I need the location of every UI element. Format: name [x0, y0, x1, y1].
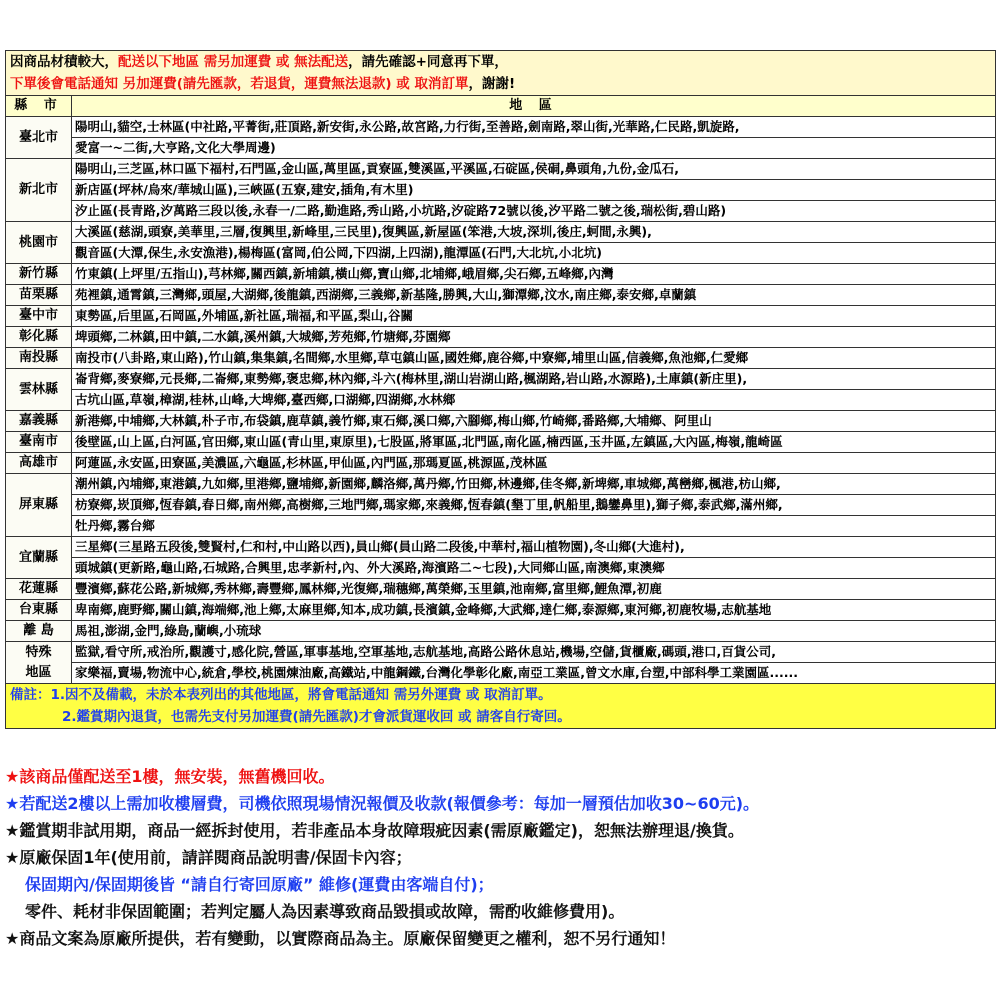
area-cell: 古坑山區,草嶺,樟湖,桂林,山峰,大埤鄉,臺西鄉,口湖鄉,四湖鄉,水林鄉	[72, 390, 996, 411]
table-row	[6, 663, 996, 684]
area-cell: 家樂福,賣場,物流中心,統倉,學校,桃園煉油廠,高鐵站,中龍鋼鐵,台灣化學彰化廠,南亞工業區,曾文水庫,台塑,中部科學工業園區......	[72, 663, 996, 684]
county-cell: 南投縣	[6, 348, 72, 369]
county-column-header: 縣 市	[6, 96, 72, 117]
county-cell: 宜蘭縣	[6, 537, 72, 579]
area-cell: 新店區(坪林/烏來/華城山區),三峽區(五寮,建安,插角,有木里)	[72, 180, 996, 201]
table-row	[6, 579, 996, 600]
shipping-area-table-wrap	[5, 50, 995, 729]
table-row	[6, 453, 996, 474]
note-warranty-repair: 保固期內/保固期後皆 “請自行寄回原廠” 維修(運費由客端自付)；	[25, 875, 494, 894]
area-cell: 陽明山,貓空,士林區(中社路,平菁街,莊頂路,新安街,永公路,故宮路,力行街,至善路,劍南路,翠山街,光華路,仁民路,凱旋路,	[72, 117, 996, 138]
table-row	[6, 117, 996, 138]
table-row	[6, 138, 996, 159]
note-copy-disclaimer: ★商品文案為原廠所提供，若有變動，以實際商品為主。原廠保留變更之權利，恕不另行通知！	[5, 929, 676, 948]
table-row	[6, 327, 996, 348]
area-cell: 馬祖,澎湖,金門,綠島,蘭嶼,小琉球	[72, 621, 996, 642]
county-cell	[6, 642, 72, 684]
county-cell: 屏東縣	[6, 474, 72, 537]
area-cell: 阿蓮區,永安區,田寮區,美濃區,六龜區,杉林區,甲仙區,內門區,那瑪夏區,桃源區,茂林區	[72, 453, 996, 474]
area-cell: 陽明山,三芝區,林口區下福村,石門區,金山區,萬里區,貢寮區,雙溪區,平溪區,石碇區,侯硐,鼻頭角,九份,金瓜石,	[72, 159, 996, 180]
table-row	[6, 474, 996, 495]
shipping-area-table	[5, 50, 996, 729]
table-row	[6, 306, 996, 327]
area-cell: 後壁區,山上區,白河區,官田鄉,東山區(青山里,東原里),七股區,將軍區,北門區,南化區,楠西區,玉井區,左鎮區,大內區,梅嶺,龍崎區	[72, 432, 996, 453]
table-row	[6, 642, 996, 663]
area-cell: 埤頭鄉,二林鎮,田中鎮,二水鎮,溪州鎮,大城鄉,芳苑鄉,竹塘鄉,芬園鄉	[72, 327, 996, 348]
remarks-row	[6, 684, 996, 729]
header-line1-text-a: 因商品材積較大，	[10, 54, 118, 70]
area-cell: 觀音區(大潭,保生,永安漁港),楊梅區(富岡,伯公岡,下四湖,上四湖),龍潭區(石門,大北坑,小北坑)	[72, 243, 996, 264]
area-cell: 竹東鎮(上坪里/五指山),芎林鄉,關西鎮,新埔鎮,橫山鄉,寶山鄉,北埔鄉,峨眉鄉,尖石鄉,五峰鄉,內灣	[72, 264, 996, 285]
column-header-row	[6, 96, 996, 117]
note-return-policy: ★鑑賞期非試用期，商品一經拆封使用，若非產品本身故障瑕疵因素(需原廠鑑定)，恕無法辦理退/換貨。	[5, 821, 744, 840]
table-row	[6, 285, 996, 306]
table-row	[6, 621, 996, 642]
county-cell: 臺南市	[6, 432, 72, 453]
county-cell: 新北市	[6, 159, 72, 222]
table-row	[6, 180, 996, 201]
table-row	[6, 495, 996, 516]
county-cell: 高雄市	[6, 453, 72, 474]
header-line2-text-b: ，謝謝!	[468, 76, 516, 92]
table-row	[6, 222, 996, 243]
note-first-floor-only: ★該商品僅配送至1樓，無安裝，無舊機回收。	[5, 767, 335, 786]
table-row	[6, 411, 996, 432]
area-cell: 豐濱鄉,蘇花公路,新城鄉,秀林鄉,壽豐鄉,鳳林鄉,光復鄉,瑞穗鄉,萬榮鄉,玉里鎮,池南鄉,富里鄉,鯉魚潭,初鹿	[72, 579, 996, 600]
county-cell: 臺北市	[6, 117, 72, 159]
table-row	[6, 390, 996, 411]
area-cell: 潮州鎮,內埔鄉,東港鎮,九如鄉,里港鄉,鹽埔鄉,新園鄉,麟洛鄉,萬丹鄉,竹田鄉,林邊鄉,佳冬鄉,新埤鄉,車城鄉,萬巒鄉,楓港,枋山鄉,	[72, 474, 996, 495]
county-cell: 台東縣	[6, 600, 72, 621]
note-warranty-parts: 零件、耗材非保固範圍；若判定屬人為因素導致商品毀損或故障，需酌收維修費用)。	[25, 902, 625, 921]
area-cell: 三星鄉(三星路五段後,雙賢村,仁和村,中山路以西),員山鄉(員山路二段後,中華村,福山植物園),冬山鄉(大進村),	[72, 537, 996, 558]
note-warranty: ★原廠保固1年(使用前，請詳閱商品說明書/保固卡內容；	[5, 848, 412, 867]
table-row	[6, 264, 996, 285]
area-cell: 汐止區(長青路,汐萬路三段以後,永春一/二路,勤進路,秀山路,小坑路,汐碇路72號以後,汐平路二號之後,瑞松街,碧山路)	[72, 201, 996, 222]
area-cell: 監獄,看守所,戒治所,觀護寸,感化院,營區,軍事基地,空軍基地,志航基地,高路公路休息站,機場,空儲,貨櫃廠,碼頭,港口,百貨公司,	[72, 642, 996, 663]
county-cell: 新竹縣	[6, 264, 72, 285]
area-cell: 頭城鎮(更新路,龜山路,石城路,合興里,忠孝新村,內、外大溪路,海濱路二~七段),大同鄉山區,南澳鄉,東澳鄉	[72, 558, 996, 579]
notes-section	[5, 763, 995, 952]
remarks	[6, 684, 996, 729]
area-cell: 大溪區(慈湖,頭寮,美華里,三層,復興里,新峰里,三民里),復興區,新屋區(笨港,大坡,深圳,後庄,蚵間,永興),	[72, 222, 996, 243]
table-row	[6, 369, 996, 390]
header-line1-text-c: ，請先確認+同意再下單，	[348, 54, 508, 70]
table-row	[6, 600, 996, 621]
county-cell-line: 特殊	[25, 644, 52, 660]
area-cell: 牡丹鄉,霧台鄉	[72, 516, 996, 537]
table-row	[6, 243, 996, 264]
header-line1-text-b: 配送以下地區 需另加運費 或 無法配送	[118, 54, 349, 70]
header-line-1	[10, 51, 991, 73]
county-cell: 彰化縣	[6, 327, 72, 348]
remarks-line-2: 2.鑑賞期內退貨，也需先支付另加運費(請先匯款)才會派貨運收回 或 請客自行寄回。	[62, 709, 571, 725]
county-cell: 苗栗縣	[6, 285, 72, 306]
area-cell: 卑南鄉,鹿野鄉,關山鎮,海端鄉,池上鄉,太麻里鄉,知本,成功鎮,長濱鎮,金峰鄉,大武鄉,達仁鄉,泰源鄉,東河鄉,初鹿牧場,志航基地	[72, 600, 996, 621]
county-cell: 桃園市	[6, 222, 72, 264]
area-cell: 愛富一~二街,大亨路,文化大學周邊)	[72, 138, 996, 159]
area-cell: 東勢區,后里區,石岡區,外埔區,新社區,瑞福,和平區,梨山,谷關	[72, 306, 996, 327]
area-cell: 新港鄉,中埔鄉,大林鎮,朴子市,布袋鎮,鹿草鎮,義竹鄉,東石鄉,溪口鄉,六腳鄉,梅山鄉,竹崎鄉,番路鄉,大埔鄉、阿里山	[72, 411, 996, 432]
table-row	[6, 201, 996, 222]
table-row	[6, 159, 996, 180]
remarks-line-1: 備註：1.因不及備載，未於本表列出的其他地區，將會電話通知 需另外運費 或 取消訂單。	[10, 687, 552, 703]
county-cell: 雲林縣	[6, 369, 72, 411]
area-cell: 南投市(八卦路,東山路),竹山鎮,集集鎮,名間鄉,水里鄉,草屯鎮山區,國姓鄉,鹿谷鄉,中寮鄉,埔里山區,信義鄉,魚池鄉,仁愛鄉	[72, 348, 996, 369]
area-cell: 枋寮鄉,崁頂鄉,恆春鎮,春日鄉,南州鄉,高樹鄉,三地門鄉,瑪家鄉,來義鄉,恆春鎮(墾丁里,帆船里,鵝鑾鼻里),獅子鄉,泰武鄉,滿州鄉,	[72, 495, 996, 516]
table-row	[6, 537, 996, 558]
area-cell: 苑裡鎮,通霄鎮,三灣鄉,頭屋,大湖鄉,後龍鎮,西湖鄉,三義鄉,新基隆,勝興,大山,獅潭鄉,汶水,南庄鄉,泰安鄉,卓蘭鎮	[72, 285, 996, 306]
note-floor-fee: ★若配送2樓以上需加收樓層費，司機依照現場情況報價及收款(報價參考：每加一層預估加收30~60元)。	[5, 794, 760, 813]
area-cell: 崙背鄉,麥寮鄉,元長鄉,二崙鄉,東勢鄉,褒忠鄉,林內鄉,斗六(梅林里,湖山岩湖山路,楓湖路,岩山路,水源路),土庫鎮(新庄里),	[72, 369, 996, 390]
header-notice	[6, 51, 996, 96]
header-line2-text-a: 下單後會電話通知 另加運費(請先匯款，若退貨，運費無法退款) 或 取消訂單	[10, 76, 469, 92]
header-row	[6, 51, 996, 96]
table-row	[6, 432, 996, 453]
county-cell: 離 島	[6, 621, 72, 642]
county-cell-line: 地區	[25, 664, 52, 680]
table-row	[6, 516, 996, 537]
county-cell: 嘉義縣	[6, 411, 72, 432]
header-line-2	[10, 73, 991, 95]
county-cell: 花蓮縣	[6, 579, 72, 600]
table-row	[6, 348, 996, 369]
table-row	[6, 558, 996, 579]
county-cell: 臺中市	[6, 306, 72, 327]
area-column-header: 地 區	[72, 96, 996, 117]
